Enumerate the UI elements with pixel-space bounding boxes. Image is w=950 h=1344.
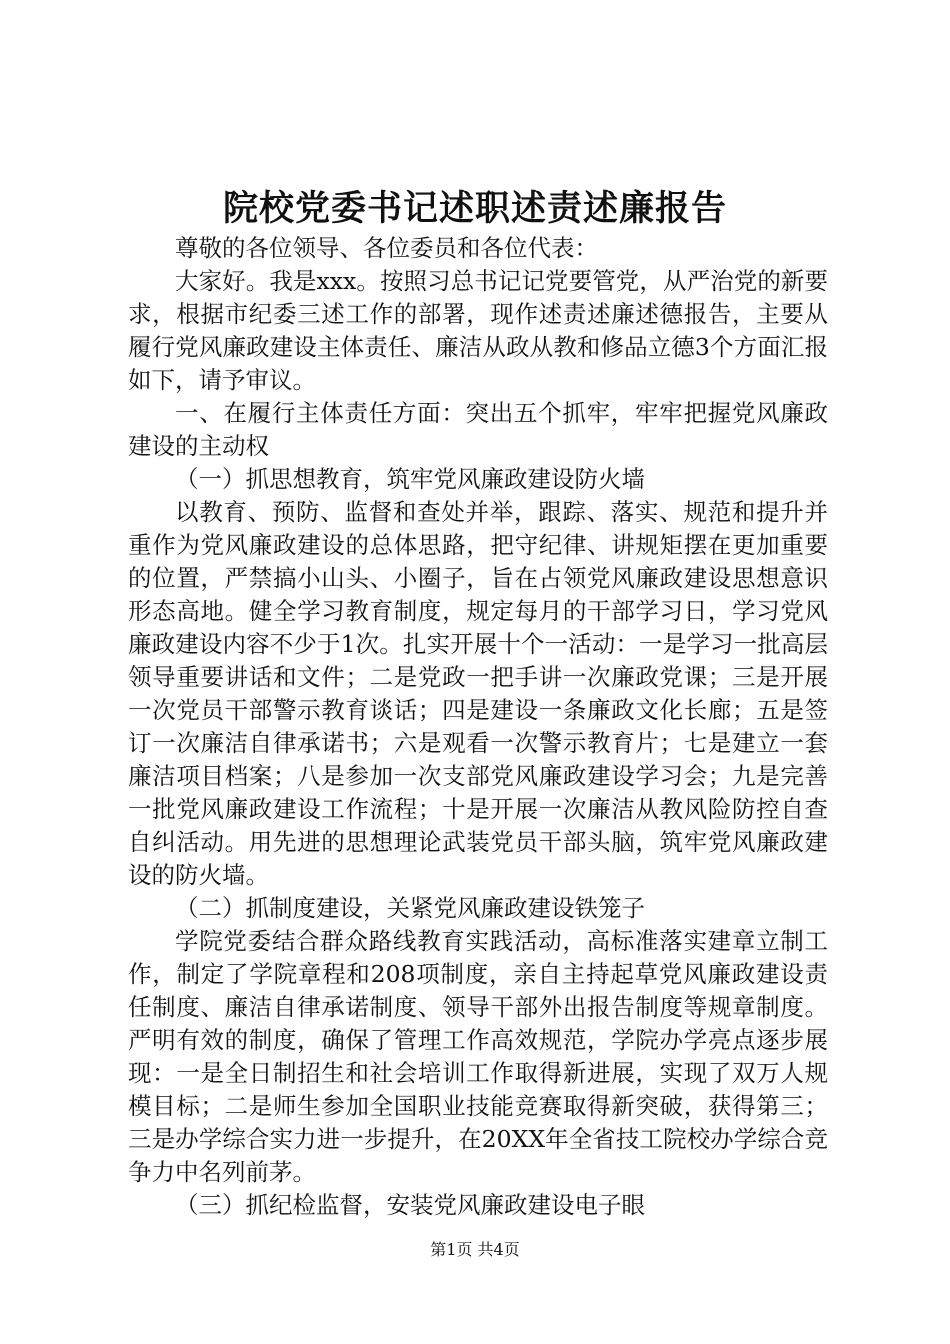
subsection-heading-3: （三）抓纪检监督，安装党风廉政建设电子眼	[175, 1191, 645, 1219]
subsection-heading-1: （一）抓思想教育，筑牢党风廉政建设防火墙	[175, 465, 645, 493]
subsection-heading-2: （二）抓制度建设，关紧党风廉政建设铁笼子	[175, 894, 645, 922]
document-body	[128, 232, 828, 1222]
body-paragraph-1: 以教育、预防、监督和查处并举，跟踪、落实、规范和提升并重作为党风廉政建设的总体思路，把守纪律、讲规矩摆在更加重要的位置，严禁搞小山头、小圈子，旨在占领党风廉政建设思想意识形态高地。健全学习教育制度，规定每月的干部学习日，学习党风廉政建设内容不少于1次。扎实开展十个一活动：一是学习一批高层领导重要讲话和文件；二是党政一把手讲一次廉政党课；三是开展一次党员干部警示教育谈话；四是建设一条廉政文化长廊；五是签订一次廉洁自律承诺书；六是观看一次警示教育片；七是建立一套廉洁项目档案；八是参加一次支部党风廉政建设学习会；九是完善一批党风廉政建设工作流程；十是开展一次廉洁从教风险防控自查自纠活动。用先进的思想理论武装党员干部头脑，筑牢党风廉政建设的防火墙。	[128, 498, 828, 889]
intro-paragraph: 大家好。我是xxx。按照习总书记记党要管党，从严治党的新要求，根据市纪委三述工作的部署，现作述责述廉述德报告，主要从履行党风廉政建设主体责任、廉洁从政从教和修品立德3个方面汇报如下，请予审议。	[128, 267, 828, 394]
salutation-paragraph: 尊敬的各位领导、各位委员和各位代表：	[175, 234, 598, 262]
body-paragraph-2: 学院党委结合群众路线教育实践活动，高标准落实建章立制工作，制定了学院章程和208项制度，亲自主持起草党风廉政建设责任制度、廉洁自律承诺制度、领导干部外出报告制度等规章制度。严明有效的制度，确保了管理工作高效规范，学院办学亮点逐步展现：一是全日制招生和社会培训工作取得新进展，实现了双万人规模目标；二是师生参加全国职业技能竞赛取得新突破，获得第三；三是办学综合实力进一步提升，在20XX年全省技工院校办学综合竞争力中名列前茅。	[128, 927, 828, 1186]
section-heading-1: 一、在履行主体责任方面：突出五个抓牢，牢牢把握党风廉政建设的主动权	[128, 399, 828, 460]
page-footer: 第1页 共4页	[430, 1240, 520, 1259]
document-title: 院校党委书记述职述责述廉报告	[222, 188, 727, 229]
